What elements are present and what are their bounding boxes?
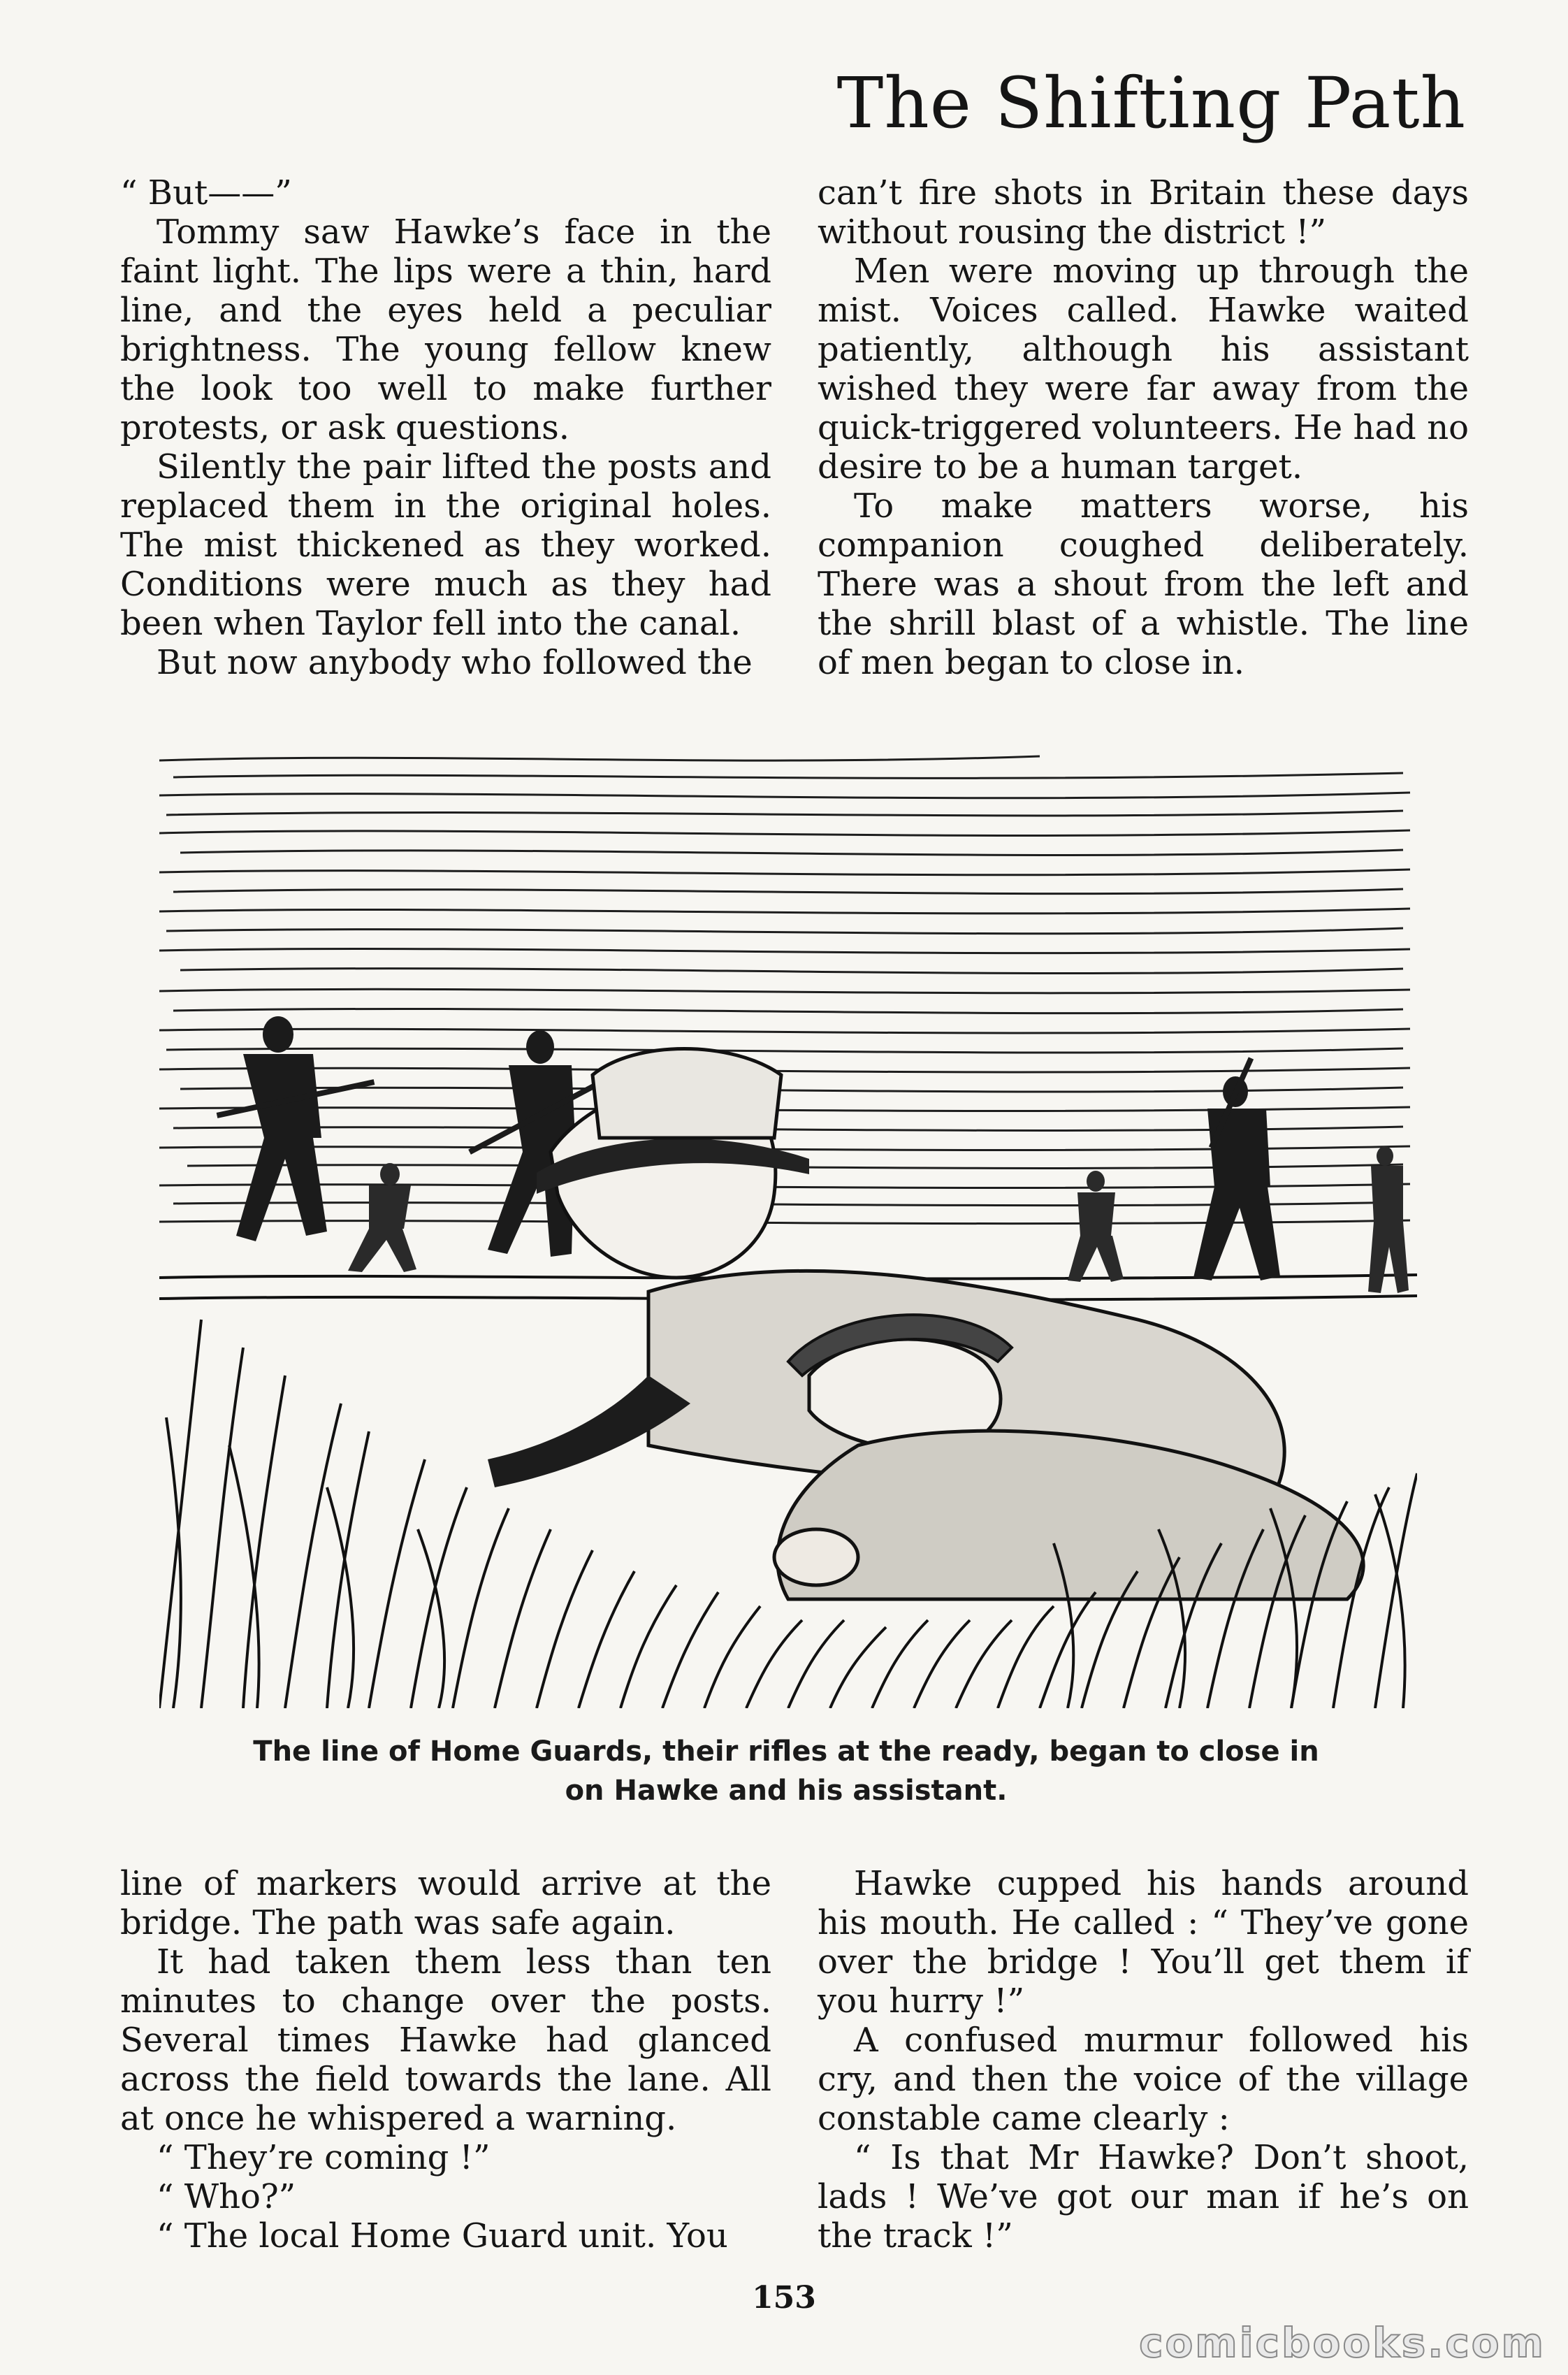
page-title: The Shifting Path bbox=[836, 62, 1466, 144]
paragraph: can’t fire shots in Britain these days without rousing the district !” bbox=[818, 173, 1469, 252]
caption-line: The line of Home Guards, their rifles at the ready, began to close in bbox=[253, 1735, 1319, 1768]
paragraph: “ The local Home Guard unit. You bbox=[157, 2216, 728, 2255]
text-column-top-left bbox=[120, 173, 771, 682]
paragraph: line of markers would arrive at the bridge. The path was safe again. bbox=[120, 1864, 771, 1942]
paragraph: Men were moving up through the mist. Voices called. Hawke waited patiently, although his assistant wished they were far away from the quick-triggered volunteers. He had no desire to be a human target. bbox=[818, 252, 1469, 486]
paragraph: Tommy saw Hawke’s face in the faint light. The lips were a thin, hard line, and the eyes held a peculiar brightness. The young fellow knew the look too well to make further protests, or ask questions. bbox=[120, 212, 771, 447]
paragraph: Silently the pair lifted the posts and replaced them in the original holes. The mist thickened as they worked. Conditions were much as they had been when Taylor fell into the canal. bbox=[120, 447, 771, 643]
watermark: comicbooks.com bbox=[1139, 2319, 1546, 2367]
caption-line: on Hawke and his assistant. bbox=[565, 1775, 1008, 1807]
paragraph: “ They’re coming !” bbox=[157, 2138, 491, 2177]
paragraph: But now anybody who followed the bbox=[157, 643, 753, 682]
paragraph: “ But——” bbox=[120, 173, 292, 212]
paragraph: “ Is that Mr Hawke? Don’t shoot, lads ! We’ve got our man if he’s on the track !” bbox=[818, 2138, 1469, 2255]
soldier-figure bbox=[1368, 1146, 1409, 1293]
illustration bbox=[159, 746, 1417, 1708]
illustration-caption bbox=[161, 1732, 1411, 1810]
paragraph: “ Who?” bbox=[157, 2177, 296, 2216]
text-column-bottom-right bbox=[818, 1864, 1469, 2255]
paragraph: A confused murmur followed his cry, and then the voice of the village constable came clearly : bbox=[818, 2021, 1469, 2138]
paragraph: To make matters worse, his companion coughed deliberately. There was a shout from the left and the shrill blast of a whistle. The line of men began to close in. bbox=[818, 486, 1469, 682]
soldier-figure bbox=[348, 1163, 416, 1272]
text-column-top-right bbox=[818, 173, 1469, 682]
paragraph: It had taken them less than ten minutes to change over the posts. Several times Hawke had glanced across the field towards the lane. All at once he whispered a warning. bbox=[120, 1942, 771, 2138]
paragraph: Hawke cupped his hands around his mouth. He called : “ They’ve gone over the bridge ! You’ll get them if you hurry !” bbox=[818, 1864, 1469, 2021]
page-number: 153 bbox=[752, 2280, 816, 2316]
text-column-bottom-left bbox=[120, 1864, 771, 2255]
